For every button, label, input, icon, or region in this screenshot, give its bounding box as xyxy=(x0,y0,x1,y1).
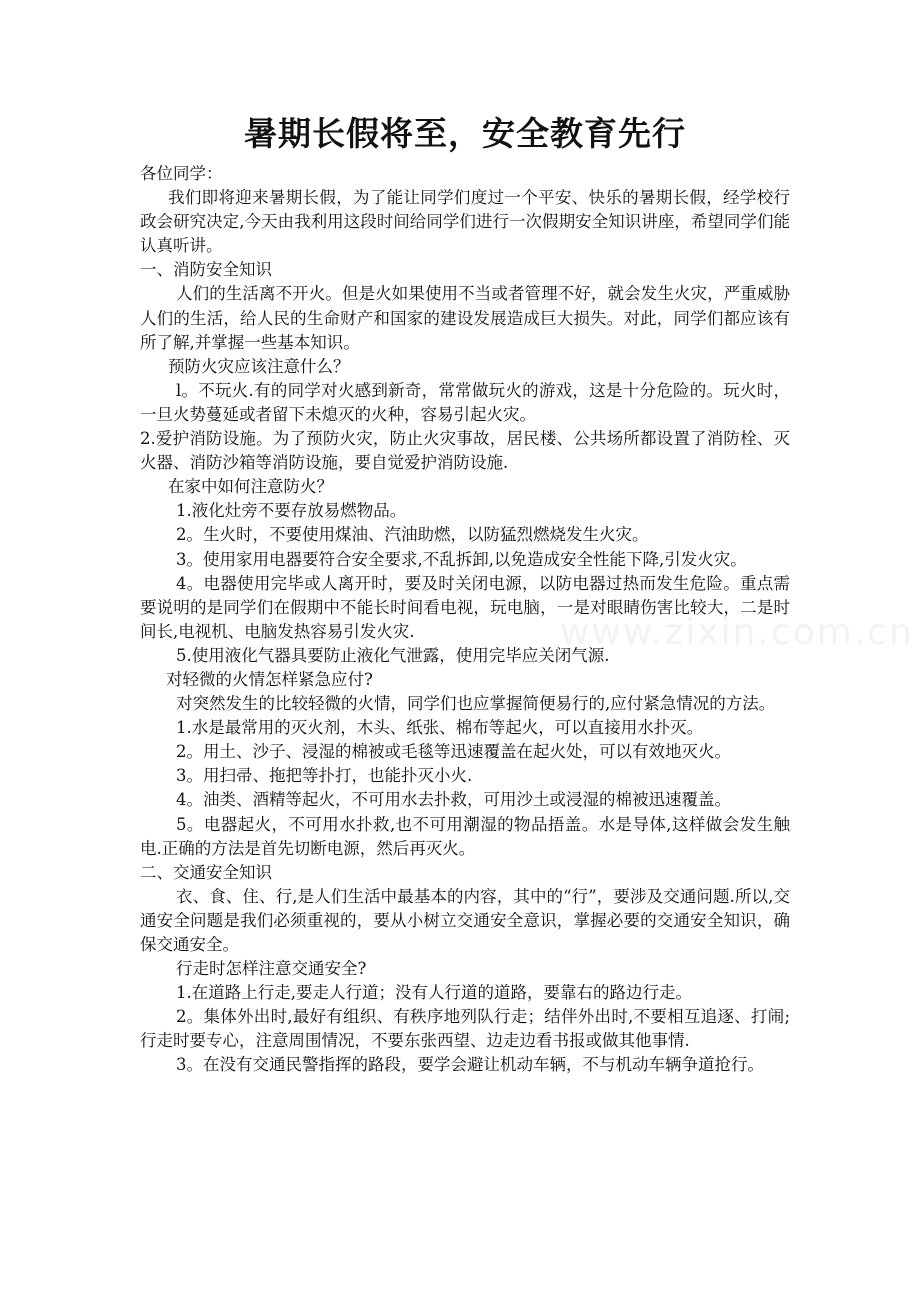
paragraph: 4。油类、酒精等起火，不可用水去扑救，可用沙土或浸湿的棉被迅速覆盖。 xyxy=(176,790,731,810)
paragraph: 5。电器起火，不可用水扑救,也不可用潮湿的物品捂盖。水是导体,这样做会发生触电.正确的方法是首先切断电源，然后再灭火。 xyxy=(140,814,790,858)
document-page xyxy=(140,108,790,1078)
paragraph: 2。生火时，不要使用煤油、汽油助燃，以防猛烈燃烧发生火灾。 xyxy=(176,525,649,545)
paragraph: 行走时怎样注意交通安全? xyxy=(176,959,367,979)
paragraph: 2.爱护消防设施。为了预防火灾，防止火灾事故，居民楼、公共场所都设置了消防栓、灭火器、消防沙箱等消防设施，要自觉爱护消防设施. xyxy=(140,429,790,473)
document-title: 暑期长假将至，安全教育先行 xyxy=(244,114,686,153)
paragraph: 5.使用液化气器具要防止液化气泄露，使用完毕应关闭气源. xyxy=(176,645,610,665)
paragraph: l。不玩火.有的同学对火感到新奇，常常做玩火的游戏，这是十分危险的。玩火时，一旦火势蔓延或者留下未熄灭的火种，容易引起火灾。 xyxy=(140,380,790,424)
paragraph: 我们即将迎来暑期长假，为了能让同学们度过一个平安、快乐的暑期长假，经学校行政会研究决定,今天由我利用这段时间给同学们进行一次假期安全知识讲座，希望同学们能认真听讲。 xyxy=(140,188,790,256)
paragraph: 3。用扫帚、拖把等扑打，也能扑灭小火. xyxy=(176,766,473,786)
watermark: www.zixin.com.cn xyxy=(560,612,914,653)
paragraph: 在家中如何注意防火？ xyxy=(168,477,333,497)
paragraph: 1.液化灶旁不要存放易燃物品。 xyxy=(176,501,407,521)
paragraph: 一、消防安全知识 xyxy=(140,260,272,280)
paragraph: 3。在没有交通民警指挥的路段，要学会避让机动车辆，不与机动车辆争道抢行。 xyxy=(176,1055,764,1075)
paragraph: 2。用土、沙子、浸湿的棉被或毛毯等迅速覆盖在起火处，可以有效地灭火。 xyxy=(176,742,731,762)
paragraph: 1.在道路上行走,要走人行道；没有人行道的道路，要靠右的路边行走。 xyxy=(176,983,692,1003)
paragraph: 人们的生活离不开火。但是火如果使用不当或者管理不好，就会发生火灾，严重威胁人们的生活，给人民的生命财产和国家的建设发展造成巨大损失。对此，同学们都应该有所了解,并掌握一些基本知识。 xyxy=(140,284,790,352)
paragraph: 4。电器使用完毕或人离开时，要及时关闭电源，以防电器过热而发生危险。重点需要说明的是同学们在假期中不能长时间看电视，玩电脑，一是对眼睛伤害比较大，二是时间长,电视机、电脑发热容易引发火灾. xyxy=(140,573,790,641)
paragraph: 对突然发生的比较轻微的火情，同学们也应掌握简便易行的,应付紧急情况的方法。 xyxy=(176,694,776,714)
document-body xyxy=(140,162,790,1078)
paragraph: 各位同学： xyxy=(140,164,223,183)
paragraph: 二、交通安全知识 xyxy=(140,862,272,882)
paragraph: 预防火灾应该注意什么？ xyxy=(168,356,350,376)
paragraph: 衣、食、住、行,是人们生活中最基本的内容，其中的“行”，要涉及交通问题.所以,交通安全问题是我们必须重视的，要从小树立交通安全意识，掌握必要的交通安全知识，确保交通安全。 xyxy=(140,886,790,954)
paragraph: 1.水是最常用的灭火剂，木头、纸张、棉布等起火，可以直接用水扑灭。 xyxy=(176,718,704,738)
paragraph: 3。使用家用电器要符合安全要求,不乱拆卸,以免造成安全性能下降,引发火灾。 xyxy=(176,549,747,569)
paragraph: 2。集体外出时,最好有组织、有秩序地列队行走；结伴外出时,不要相互追逐、打闹;行走时要专心，注意周围情况，不要东张西望、边走边看书报或做其他事情. xyxy=(140,1007,790,1051)
paragraph: 对轻微的火情怎样紧急应付? xyxy=(166,669,373,689)
